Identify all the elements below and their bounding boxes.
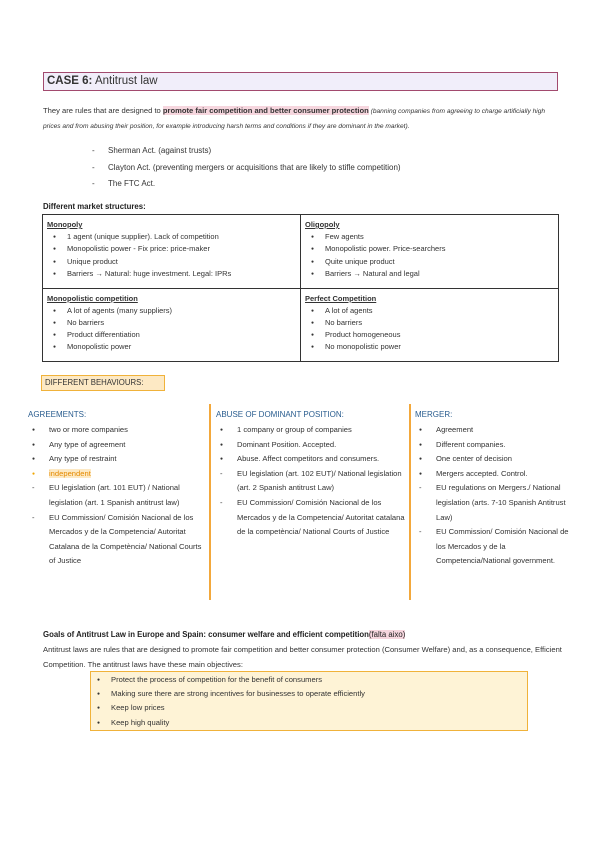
merger-column [415,408,575,569]
list-item: ● Any type of restraint [28,452,208,467]
list-item: ● two or more companies [28,423,208,438]
list-item: ● No barriers [53,317,295,329]
case-title [43,72,558,91]
goals-heading [43,630,405,639]
list-item: ● 1 agent (unique supplier). Lack of competition [53,231,295,243]
list-item: - EU Commission/ Comisión Nacional de los Mercados y de la Competencia/ Autoritat Catalana de la Competència/ National Courts of Justice [28,511,208,569]
agreements-column [28,408,208,569]
perfect-competition-title: Perfect Competition [305,293,377,303]
merger-title: MERGER: [415,410,453,419]
market-structures-table [42,214,559,362]
list-item: ● Agreement [415,423,575,438]
list-item: - EU Commission/ Comisión Nacional de los Mercados y de la Competencia/National government. [415,525,575,569]
intro-text: They are rules that are designed to [43,106,163,115]
list-item: ● A lot of agents (many suppliers) [53,305,295,317]
monopoly-title: Monopoly [47,220,83,229]
list-item: ● Different companies. [415,438,575,453]
list-item: ● No barriers [311,317,553,329]
list-item: ● Monopolistic power [53,341,295,353]
list-item: ● Monopolistic power - Fix price: price-maker [53,243,295,255]
list-item: - EU legislation (art. 101 EUT) / National legislation (art. 1 Spanish antitrust law) [28,481,208,510]
case-label: CASE 6: [47,75,93,87]
goals-paragraph: Antitrust laws are rules that are designed to promote fair competition and better consumer protection (Consumer Welfare) and, as a consequence, Efficient Competition. The antitrust laws have these main objectives: [43,645,562,669]
perfect-competition-cell [301,288,559,362]
list-item: ● One center of decision [415,452,575,467]
column-divider [209,404,211,600]
objective-item: ● Keep low prices [91,701,527,715]
goals-title: Goals of Antitrust Law in Europe and Spain: consumer welfare and efficient competition [43,630,369,639]
act-item: - The FTC Act. [92,179,156,188]
markets-heading: Different market structures: [43,202,146,211]
list-item: - EU legislation (art. 102 EUT)/ National legislation (art. 2 Spanish antitrust Law) [216,467,406,496]
list-item: ● Monopolistic power. Price-searchers [311,243,553,255]
list-item: - EU Commission/ Comisión Nacional de los Mercados y de la Competencia/ Autoritat catalana de la competència/ National Courts of Justice [216,496,406,540]
list-item: ● A lot of agents [311,305,553,317]
list-item: ● Unique product [53,256,295,268]
intro-note: (banning companies from agreeing to charge artificially high prices and from abusing their position, for example introducing harsh terms and conditions if they are dominant in the market). [43,108,546,130]
acts-list [92,143,401,193]
objective-item: ● Protect the process of competition for the benefit of consumers [91,673,527,687]
list-item: ● Mergers accepted. Control. [415,467,575,482]
list-item: - EU regulations on Mergers./ National legislation (arts. 7-10 Spanish Antitrust Law) [415,481,575,525]
list-item: ● Abuse. Affect competitors and consumers. [216,452,406,467]
list-item: ● Barriers → Natural and legal [311,268,553,280]
list-item: ● Barriers → Natural: huge investment. Legal: IPRs [53,268,295,280]
list-item: ● 1 company or group of companies [216,423,406,438]
list-item: ● Product differentiation [53,329,295,341]
agreements-title: AGREEMENTS: [28,410,87,419]
objective-item: ● Making sure there are strong incentives for businesses to operate efficiently [91,687,527,701]
abuse-column [216,408,406,540]
goals-note: (falta aixo) [368,630,406,639]
list-item: ● Few agents [311,231,553,243]
list-item: ● Product homogeneous [311,329,553,341]
column-divider [409,404,411,600]
objectives-box [90,671,528,731]
list-item: ● Dominant Position. Accepted. [216,438,406,453]
monopoly-cell [43,215,301,289]
act-item: - Sherman Act. (against trusts) [92,146,212,155]
abuse-title: ABUSE OF DOMINANT POSITION: [216,410,344,419]
monopolistic-competition-title: Monopolistic competition [47,293,138,303]
intro-highlight: promote fair competition and better consumer protection [162,106,369,115]
list-item: ● No monopolistic power [311,341,553,353]
act-item: - Clayton Act. (preventing mergers or acquisitions that are likely to stifle competition) [92,162,401,172]
monopolistic-competition-cell [43,288,301,362]
behaviours-heading: DIFFERENT BEHAVIOURS: [41,375,165,391]
case-title-text: Antitrust law [94,75,158,87]
objective-item: ● Keep high quality [91,716,527,730]
highlighted-item: ● independent [28,467,208,482]
intro-paragraph [43,104,563,134]
oligopoly-cell [301,215,559,289]
oligopoly-title: Oligopoly [305,220,340,229]
list-item: ● Quite unique product [311,256,553,268]
list-item: ● Any type of agreement [28,438,208,453]
